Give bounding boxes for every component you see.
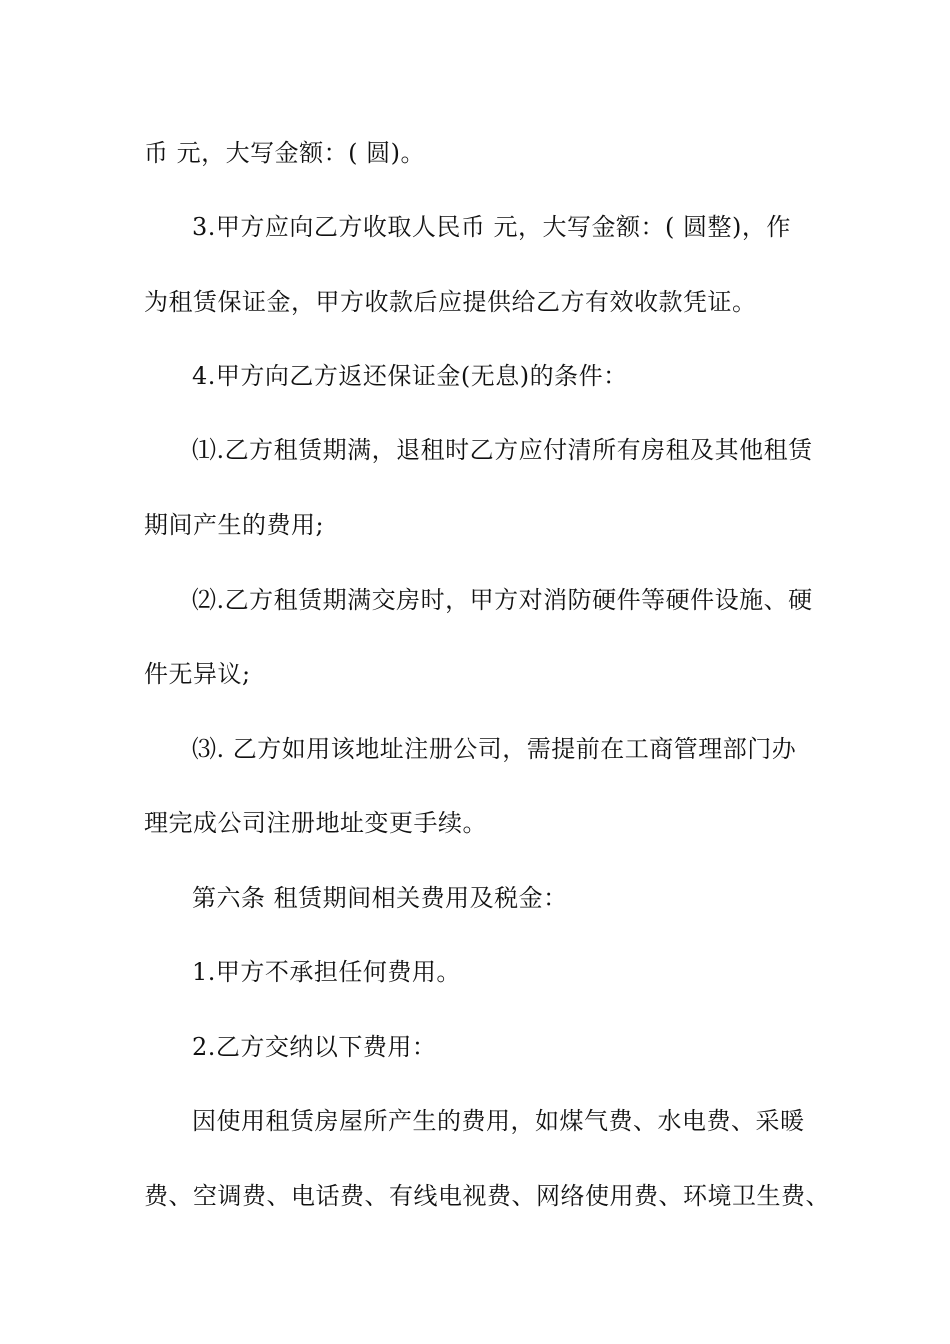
clause-4-line: 4.甲方向乙方返还保证金(无息)的条件：: [192, 362, 628, 390]
text-line: 期间产生的费用;: [144, 511, 325, 539]
sub-clause-3-line: ⑶. 乙方如用该地址注册公司，需提前在工商管理部门办: [192, 735, 797, 763]
fees-paragraph-line: 因使用租赁房屋所产生的费用，如煤气费、水电费、采暖: [192, 1107, 805, 1135]
text-line: 币 元，大写金额：( 圆)。: [144, 139, 425, 167]
sub-clause-1-line: ⑴.乙方租赁期满，退租时乙方应付清所有房租及其他租赁: [192, 436, 813, 464]
text-line: 费、空调费、电话费、有线电视费、网络使用费、环境卫生费、: [144, 1182, 830, 1210]
text-line: 为租赁保证金，甲方收款后应提供给乙方有效收款凭证。: [144, 288, 757, 316]
article-6-item-1: 1.甲方不承担任何费用。: [192, 958, 461, 986]
text-line: 件无异议;: [144, 660, 251, 688]
clause-3-line: 3.甲方应向乙方收取人民币 元，大写金额：( 圆整)，作: [192, 213, 791, 241]
text-line: 理完成公司注册地址变更手续。: [144, 809, 487, 837]
article-6-item-2: 2.乙方交纳以下费用：: [192, 1033, 437, 1061]
sub-clause-2-line: ⑵.乙方租赁期满交房时，甲方对消防硬件等硬件设施、硬: [192, 586, 813, 614]
article-6-heading: 第六条 租赁期间相关费用及税金：: [192, 884, 568, 912]
